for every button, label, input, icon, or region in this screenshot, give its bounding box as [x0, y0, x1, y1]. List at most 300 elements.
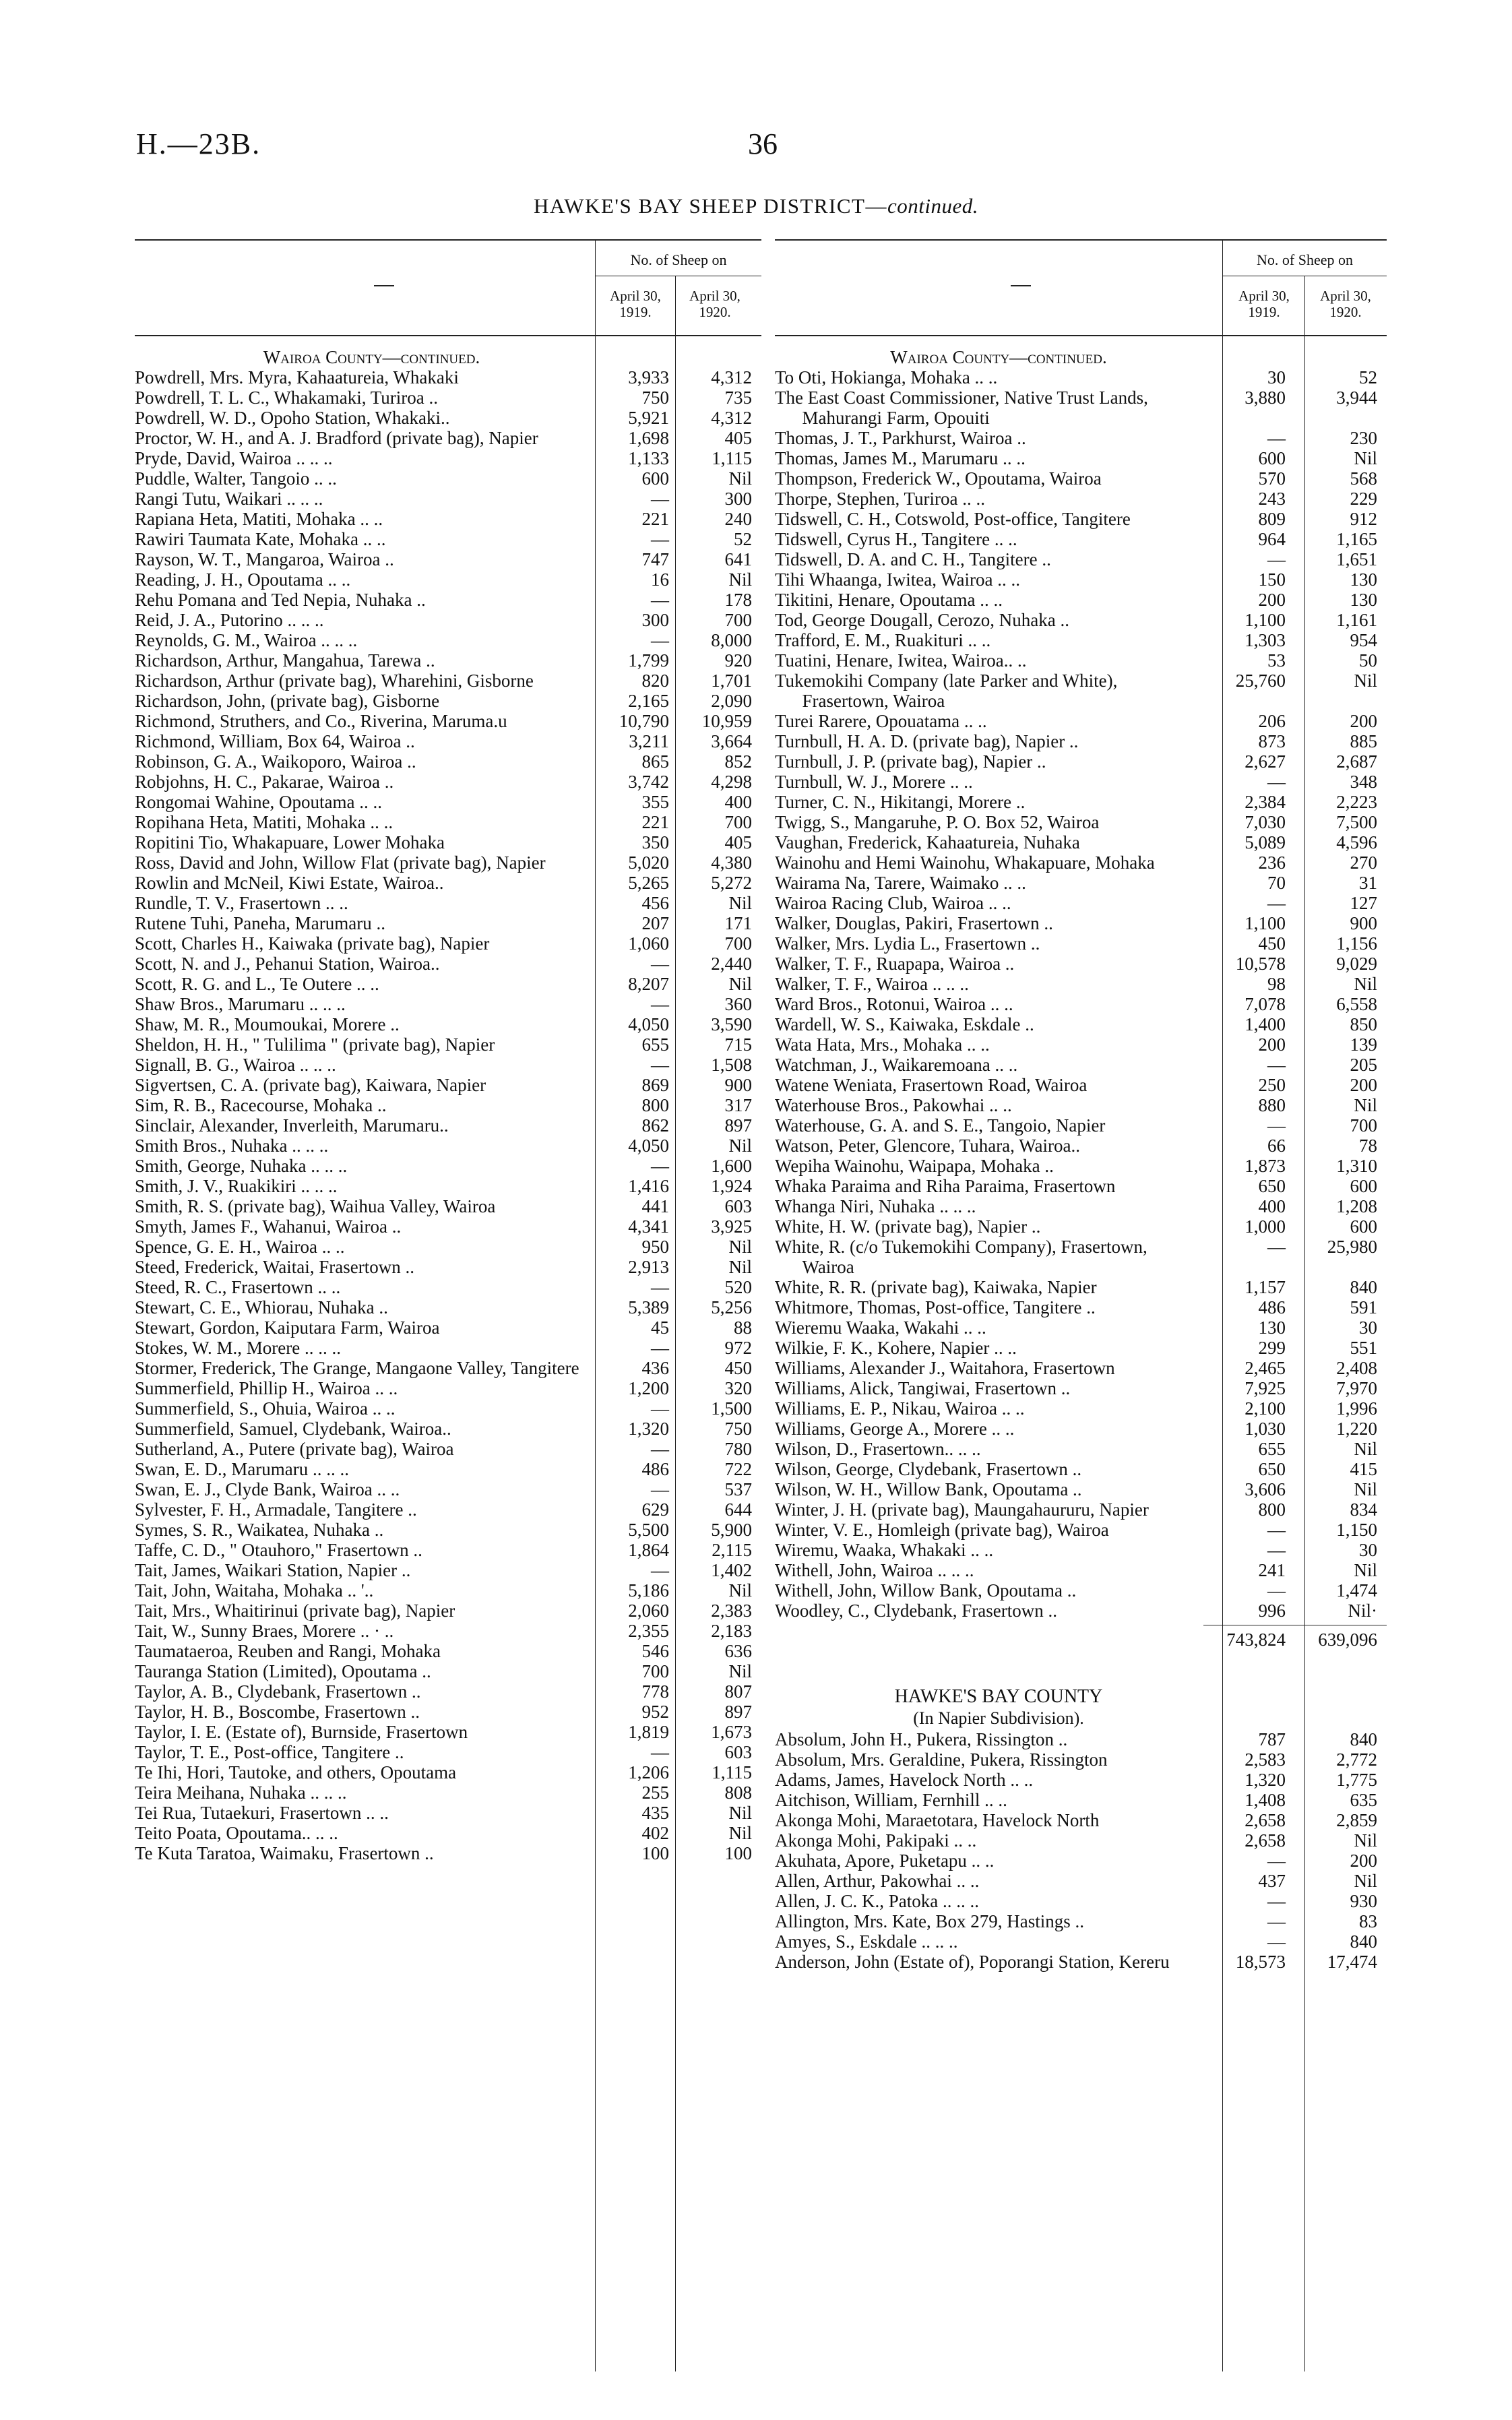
sheep-1919: 1,416 [628, 1176, 669, 1196]
sheep-1920: 2,687 [1336, 751, 1377, 772]
sheep-1920: 130 [1350, 569, 1377, 590]
owner-name: Summerfield, Samuel, Clydebank, Wairoa.. [135, 1419, 451, 1439]
right-table-body [775, 336, 1387, 1972]
sheep-1919: 600 [641, 468, 669, 489]
sheep-1920: 2,223 [1336, 792, 1377, 812]
table-row [135, 1560, 761, 1580]
table-row [135, 893, 761, 913]
sheep-1920: 200 [1350, 1851, 1377, 1871]
table-row [135, 1277, 761, 1297]
sheep-1920: 700 [724, 812, 752, 832]
owner-name: Wata Hata, Mrs., Mohaka .. .. [775, 1034, 990, 1055]
owner-name: Summerfield, S., Ohuia, Wairoa .. .. [135, 1398, 396, 1419]
owner-name: Wepiha Wainohu, Waipapa, Mohaka .. [775, 1156, 1054, 1176]
sheep-1920: 700 [724, 610, 752, 630]
table-row [775, 1729, 1387, 1749]
owner-name: Sheldon, H. H., " Tulilima " (private bag), Napier [135, 1034, 495, 1055]
owner-name: Shaw Bros., Marumaru .. .. .. [135, 994, 346, 1014]
sheep-1920: 568 [1350, 468, 1377, 489]
owner-name: Thomas, J. T., Parkhurst, Wairoa .. [775, 428, 1026, 448]
col-1919-header: April 30, 1919. [610, 288, 661, 320]
table-row [135, 1742, 761, 1762]
sheep-1920: 3,590 [711, 1014, 752, 1034]
table-row [135, 387, 761, 408]
table-row [135, 509, 761, 529]
sheep-1920: 50 [1359, 650, 1377, 671]
sheep-1920: 840 [1350, 1277, 1377, 1297]
sheep-1919: 1,864 [628, 1540, 669, 1560]
sheep-1919: — [1267, 1891, 1286, 1911]
sheep-1919: 350 [641, 832, 669, 852]
table-row [775, 1580, 1387, 1601]
sheep-1919: — [1267, 1237, 1286, 1257]
sheep-1919: 1,100 [1245, 610, 1286, 630]
table-row [775, 1095, 1387, 1115]
sheep-1919: 862 [641, 1115, 669, 1136]
sheep-1919: 778 [641, 1681, 669, 1702]
sheep-1919: 4,341 [628, 1216, 669, 1237]
sheep-1920: 603 [724, 1196, 752, 1216]
owner-name: Richardson, Arthur, Mangahua, Tarewa .. [135, 650, 435, 671]
page-title-main: HAWKE'S BAY SHEEP DISTRICT— [534, 194, 887, 218]
sheep-1919: 2,100 [1245, 1398, 1286, 1419]
owner-name: Tei Rua, Tutaekuri, Frasertown .. .. [135, 1803, 389, 1823]
owner-name: Smith, George, Nuhaka .. .. .. [135, 1156, 348, 1176]
table-row [775, 852, 1387, 873]
owner-name: Powdrell, T. L. C., Whakamaki, Turiroa .. [135, 387, 438, 408]
sheep-1920: 127 [1350, 893, 1377, 913]
sheep-1919: 206 [1258, 711, 1286, 731]
sheep-1919: 53 [1267, 650, 1286, 671]
sheep-1919: 7,925 [1245, 1378, 1286, 1398]
table-row [135, 1843, 761, 1863]
sheep-1919: 400 [1258, 1196, 1286, 1216]
sheep-1919: 952 [641, 1702, 669, 1722]
sheep-1920: 3,664 [711, 731, 752, 751]
sheep-1920: 635 [1350, 1790, 1377, 1810]
sheep-1919: 2,165 [628, 691, 669, 711]
sheep-1919: 1,408 [1245, 1790, 1286, 1810]
table-row [775, 1560, 1387, 1580]
sheep-1920: 1,474 [1336, 1580, 1377, 1601]
sheep-1919: 996 [1258, 1601, 1286, 1621]
sheep-1919: 2,658 [1245, 1810, 1286, 1830]
table-row [135, 1419, 761, 1439]
sheep-1920: Nil [1354, 1871, 1377, 1891]
sheep-1919: 45 [651, 1317, 669, 1338]
sheep-1920: 972 [724, 1338, 752, 1358]
table-row [135, 1499, 761, 1520]
owner-name: Scott, R. G. and L., Te Outere .. .. [135, 974, 379, 994]
sheep-1919: 66 [1267, 1136, 1286, 1156]
sheep-1920: 1,208 [1336, 1196, 1377, 1216]
table-row [775, 1317, 1387, 1338]
table-row [775, 1520, 1387, 1540]
sheep-1920: Nil· [1348, 1601, 1377, 1621]
owner-name: Wainohu and Hemi Wainohu, Whakapuare, Mohaka [775, 852, 1155, 873]
sheep-1919: 4,050 [628, 1014, 669, 1034]
table-row [775, 630, 1387, 650]
sheep-1919: 16 [651, 569, 669, 590]
owner-name: Watene Weniata, Frasertown Road, Wairoa [775, 1075, 1088, 1095]
owner-name: Swan, E. J., Clyde Bank, Wairoa .. .. [135, 1479, 400, 1499]
table-row [775, 549, 1387, 569]
table-row [775, 1851, 1387, 1871]
table-row [135, 1297, 761, 1317]
sheep-1920: 840 [1350, 1931, 1377, 1952]
table-row [135, 408, 761, 428]
sheep-1920: Nil [1354, 1560, 1377, 1580]
header-dash [1011, 285, 1031, 286]
sheep-1919: — [651, 529, 669, 549]
owner-name: Taylor, T. E., Post-office, Tangitere .. [135, 1742, 404, 1762]
sheep-1920: 405 [724, 428, 752, 448]
owner-name: Powdrell, Mrs. Myra, Kahaatureia, Whakaki [135, 367, 459, 387]
sheep-1920: 3,925 [711, 1216, 752, 1237]
page-number: 36 [748, 127, 778, 160]
sheep-1920: 9,029 [1336, 954, 1377, 974]
sheep-1919: — [1267, 549, 1286, 569]
table-row [135, 367, 761, 387]
sheep-1919: 1,060 [628, 933, 669, 954]
sheep-1919: 2,465 [1245, 1358, 1286, 1378]
table-row [135, 1823, 761, 1843]
section-heading: Wairoa County—continued. [263, 347, 480, 367]
col-1920-header: April 30, 1920. [1320, 288, 1371, 320]
page-reference: H.—23B. [136, 127, 261, 160]
table-row [775, 1216, 1387, 1237]
owner-name: Richardson, John, (private bag), Gisborne [135, 691, 440, 711]
sheep-1919: 200 [1258, 590, 1286, 610]
table-row [775, 1459, 1387, 1479]
sheep-1919: 650 [1258, 1459, 1286, 1479]
sheep-1920: 5,272 [711, 873, 752, 893]
owner-name: Whanga Niri, Nuhaka .. .. .. [775, 1196, 976, 1216]
sheep-1920: 520 [724, 1277, 752, 1297]
county-subheading: (In Napier Subdivision). [913, 1708, 1084, 1728]
sheep-1920: Nil [1354, 1439, 1377, 1459]
sheep-1919: 800 [641, 1095, 669, 1115]
sheep-1920: 30 [1359, 1317, 1377, 1338]
sheep-1919: 4,050 [628, 1136, 669, 1156]
table-row [135, 610, 761, 630]
owner-name: Taylor, H. B., Boscombe, Frasertown .. [135, 1702, 420, 1722]
left-table-body [135, 336, 761, 1863]
owner-name: Stormer, Frederick, The Grange, Mangaone Valley, Tangitere [135, 1358, 579, 1378]
sheep-1920: 807 [724, 1681, 752, 1702]
owner-name: Turei Rarere, Opouatama .. .. [775, 711, 987, 731]
sheep-1920: 2,090 [711, 691, 752, 711]
col-1920-header: April 30, 1920. [689, 288, 741, 320]
owner-name: Te Kuta Taratoa, Waimaku, Frasertown .. [135, 1843, 434, 1863]
sheep-1919: 3,211 [629, 731, 669, 751]
sheep-1919: — [651, 1742, 669, 1762]
sheep-1920: Nil [728, 1257, 752, 1277]
table-row [775, 1398, 1387, 1419]
sheep-1920: 348 [1350, 772, 1377, 792]
table-row [135, 933, 761, 954]
sheep-1919: 456 [641, 893, 669, 913]
sheep-1919: — [1267, 1520, 1286, 1540]
sheep-1919: 880 [1258, 1095, 1286, 1115]
owner-name: Wilson, D., Frasertown.. .. .. [775, 1439, 981, 1459]
sheep-1919: 436 [641, 1358, 669, 1378]
owner-name: Rongomai Wahine, Opoutama .. .. [135, 792, 383, 812]
owner-name: Walker, Douglas, Pakiri, Frasertown .. [775, 913, 1053, 933]
sheep-1919: 2,583 [1245, 1749, 1286, 1770]
owner-name: Tukemokihi Company (late Parker and White), Frasertown, Wairoa [775, 671, 1118, 711]
sheep-1920: 5,900 [711, 1520, 752, 1540]
table-row [135, 1095, 761, 1115]
sheep-1919: 820 [641, 671, 669, 691]
owner-name: Rawiri Taumata Kate, Mohaka .. .. [135, 529, 386, 549]
table-row [135, 1216, 761, 1237]
table-row [135, 1782, 761, 1803]
sheep-1920: 229 [1350, 489, 1377, 509]
sheep-1919: 655 [641, 1034, 669, 1055]
sheep-1920: 1,775 [1336, 1770, 1377, 1790]
sheep-1920: 1,115 [712, 448, 752, 468]
owner-name: Smith, R. S. (private bag), Waihua Valley, Wairoa [135, 1196, 496, 1216]
table-row [135, 1055, 761, 1075]
sheep-1919: 243 [1258, 489, 1286, 509]
sheep-1919: — [1267, 893, 1286, 913]
sheep-1919: — [651, 1338, 669, 1358]
sheep-1919: 3,933 [628, 367, 669, 387]
owner-name: Swan, E. D., Marumaru .. .. .. [135, 1459, 349, 1479]
table-row [775, 1540, 1387, 1560]
table-row [135, 1762, 761, 1782]
owner-name: Watson, Peter, Glencore, Tuhara, Wairoa.. [775, 1136, 1080, 1156]
sheep-1920: 636 [724, 1641, 752, 1661]
table-row [775, 1014, 1387, 1034]
owner-name: Tidswell, Cyrus H., Tangitere .. .. [775, 529, 1017, 549]
sheep-1919: 2,913 [628, 1257, 669, 1277]
sheep-1920: 300 [724, 489, 752, 509]
sheep-1919: 1,200 [628, 1378, 669, 1398]
owner-name: Taylor, A. B., Clydebank, Frasertown .. [135, 1681, 421, 1702]
table-row [775, 1358, 1387, 1378]
sheep-1919: 1,133 [628, 448, 669, 468]
sheep-on-header: No. of Sheep on [1257, 251, 1353, 268]
sheep-1919: — [651, 489, 669, 509]
sheep-1920: 840 [1350, 1729, 1377, 1749]
sheep-1919: 1,100 [1245, 913, 1286, 933]
sheep-1920: 722 [724, 1459, 752, 1479]
sheep-1920: Nil [728, 1580, 752, 1601]
sheep-1920: 52 [1359, 367, 1377, 387]
table-row [775, 671, 1387, 711]
owner-name: Robjohns, H. C., Pakarae, Wairoa .. [135, 772, 394, 792]
owner-name: Scott, N. and J., Pehanui Station, Wairoa.. [135, 954, 440, 974]
sheep-1919: — [1267, 1851, 1286, 1871]
sheep-1920: Nil [1354, 974, 1377, 994]
sheep-1920: 52 [734, 529, 752, 549]
owner-name: Summerfield, Phillip H., Wairoa .. .. [135, 1378, 398, 1398]
sheep-1920: Nil [1354, 448, 1377, 468]
owner-name: Allen, J. C. K., Patoka .. .. .. [775, 1891, 979, 1911]
sheep-1919: 355 [641, 792, 669, 812]
sheep-1919: — [651, 1055, 669, 1075]
owner-name: Williams, Alexander J., Waitahora, Frasertown [775, 1358, 1115, 1378]
table-row [775, 751, 1387, 772]
owner-name: Steed, R. C., Frasertown .. .. [135, 1277, 341, 1297]
sheep-1920: Nil [728, 468, 752, 489]
sheep-1919: — [651, 954, 669, 974]
sheep-1920: 850 [1350, 1014, 1377, 1034]
table-row [775, 1770, 1387, 1790]
sheep-1919: 1,698 [628, 428, 669, 448]
table-row [135, 569, 761, 590]
sheep-1920: 644 [724, 1499, 752, 1520]
table-row [135, 1479, 761, 1499]
sheep-1919: 236 [1258, 852, 1286, 873]
table-row [775, 832, 1387, 852]
table-row [775, 1499, 1387, 1520]
table-row [135, 954, 761, 974]
table-row [775, 1601, 1387, 1621]
table-row [135, 772, 761, 792]
sheep-1920: 400 [724, 792, 752, 812]
sheep-1919: 655 [1258, 1439, 1286, 1459]
table-row [775, 1115, 1387, 1136]
owner-name: Tod, George Dougall, Cerozo, Nuhaka .. [775, 610, 1069, 630]
table-row [775, 1439, 1387, 1459]
sheep-1920: 100 [724, 1843, 752, 1863]
sheep-1920: 1,156 [1336, 933, 1377, 954]
table-row [775, 1176, 1387, 1196]
sheep-1920: 591 [1350, 1297, 1377, 1317]
sheep-1919: — [651, 1398, 669, 1419]
table-row [775, 1810, 1387, 1830]
sheep-1920: 780 [724, 1439, 752, 1459]
sheep-1920: 7,970 [1336, 1378, 1377, 1398]
table-row [135, 650, 761, 671]
sheep-1919: 1,206 [628, 1762, 669, 1782]
sheep-1920: 205 [1350, 1055, 1377, 1075]
sheep-1919: — [651, 630, 669, 650]
sheep-1919: 5,389 [628, 1297, 669, 1317]
owner-name: Thorpe, Stephen, Turiroa .. .. [775, 489, 985, 509]
sheep-1920: 2,859 [1336, 1810, 1377, 1830]
owner-name: Absolum, Mrs. Geraldine, Pukera, Rissington [775, 1749, 1108, 1770]
sheep-1919: 10,790 [619, 711, 669, 731]
sheep-1920: 130 [1350, 590, 1377, 610]
sheep-1919: 8,207 [628, 974, 669, 994]
table-row [135, 994, 761, 1014]
owner-name: Smyth, James F., Wahanui, Wairoa .. [135, 1216, 402, 1237]
sheep-on-header: No. of Sheep on [630, 251, 727, 268]
table-row [135, 1439, 761, 1459]
sheep-1920: 1,310 [1336, 1156, 1377, 1176]
table-row [775, 1479, 1387, 1499]
table-row [775, 731, 1387, 751]
table-row [135, 1580, 761, 1601]
sheep-1920: 1,701 [711, 671, 752, 691]
owner-name: Woodley, C., Clydebank, Frasertown .. [775, 1601, 1058, 1621]
owner-name: Wairama Na, Tarere, Waimako .. .. [775, 873, 1026, 893]
sheep-1920: Nil [728, 1136, 752, 1156]
owner-name: Tauranga Station (Limited), Opoutama .. [135, 1661, 431, 1681]
table-row [135, 1520, 761, 1540]
owner-name: Watchman, J., Waikaremoana .. .. [775, 1055, 1018, 1075]
owner-name: Scott, Charles H., Kaiwaka (private bag), Napier [135, 933, 490, 954]
owner-name: Tidswell, C. H., Cotswold, Post-office, Tangitere [775, 509, 1131, 529]
sheep-1919: — [1267, 1580, 1286, 1601]
owner-name: Sim, R. B., Racecourse, Mohaka .. [135, 1095, 387, 1115]
table-row [135, 529, 761, 549]
sheep-1920: 30 [1359, 1540, 1377, 1560]
table-row [135, 832, 761, 852]
sheep-1919: 2,627 [1245, 751, 1286, 772]
owner-name: Richardson, Arthur (private bag), Wharehini, Gisborne [135, 671, 534, 691]
sheep-1919: — [1267, 1911, 1286, 1931]
owner-name: Tikitini, Henare, Opoutama .. .. [775, 590, 1003, 610]
table-row [775, 1378, 1387, 1398]
owner-name: The East Coast Commissioner, Native Trust Lands, Mahurangi Farm, Opouiti [775, 387, 1148, 428]
sheep-1919: 300 [641, 610, 669, 630]
sheep-1919: 2,355 [628, 1621, 669, 1641]
table-row [775, 1830, 1387, 1851]
table-row [775, 1871, 1387, 1891]
table-row [135, 1641, 761, 1661]
sheep-1919: — [651, 1277, 669, 1297]
owner-name: Proctor, W. H., and A. J. Bradford (private bag), Napier [135, 428, 538, 448]
sheep-1920: Nil [728, 893, 752, 913]
table-row [775, 913, 1387, 933]
sheep-1920: 885 [1350, 731, 1377, 751]
county-heading: HAWKE'S BAY COUNTY [894, 1686, 1103, 1707]
sheep-1920: 641 [724, 549, 752, 569]
table-row [775, 1297, 1387, 1317]
sheep-1919: 150 [1258, 569, 1286, 590]
sheep-1920: 4,312 [711, 367, 752, 387]
owner-name: Richmond, William, Box 64, Wairoa .. [135, 731, 415, 751]
owner-name: Wiremu, Waaka, Whakaki .. .. [775, 1540, 994, 1560]
table-row [135, 1196, 761, 1216]
owner-name: White, R. R. (private bag), Kaiwaka, Napier [775, 1277, 1097, 1297]
total-1919: 743,824 [1203, 1625, 1295, 1650]
table-row [775, 994, 1387, 1014]
owner-name: Steed, Frederick, Waitai, Frasertown .. [135, 1257, 414, 1277]
owner-name: Tait, Mrs., Whaitirinui (private bag), Napier [135, 1601, 455, 1621]
sheep-1920: 551 [1350, 1338, 1377, 1358]
sheep-1919: 7,078 [1245, 994, 1286, 1014]
owner-name: Winter, V. E., Homleigh (private bag), Wairoa [775, 1520, 1109, 1540]
sheep-1919: — [1267, 1115, 1286, 1136]
table-row [135, 468, 761, 489]
table-row [135, 1014, 761, 1034]
table-row [135, 1317, 761, 1338]
sheep-1919: 98 [1267, 974, 1286, 994]
sheep-1920: 3,944 [1336, 387, 1377, 408]
table-row [135, 731, 761, 751]
owner-name: Wilkie, F. K., Kohere, Napier .. .. [775, 1338, 1017, 1358]
table-row [135, 489, 761, 509]
owner-name: Taffe, C. D., " Otauhoro," Frasertown .. [135, 1540, 422, 1560]
owner-name: Tait, James, Waikari Station, Napier .. [135, 1560, 411, 1580]
table-row [135, 630, 761, 650]
page-title-continued: continued. [887, 194, 978, 218]
table-row [775, 610, 1387, 630]
sheep-1919: 873 [1258, 731, 1286, 751]
sheep-1919: 5,500 [628, 1520, 669, 1540]
table-row [135, 1257, 761, 1277]
owner-name: Williams, E. P., Nikau, Wairoa .. .. [775, 1398, 1025, 1419]
left-table [135, 239, 761, 1863]
right-table [775, 239, 1387, 1972]
sheep-1919: 1,030 [1245, 1419, 1286, 1439]
